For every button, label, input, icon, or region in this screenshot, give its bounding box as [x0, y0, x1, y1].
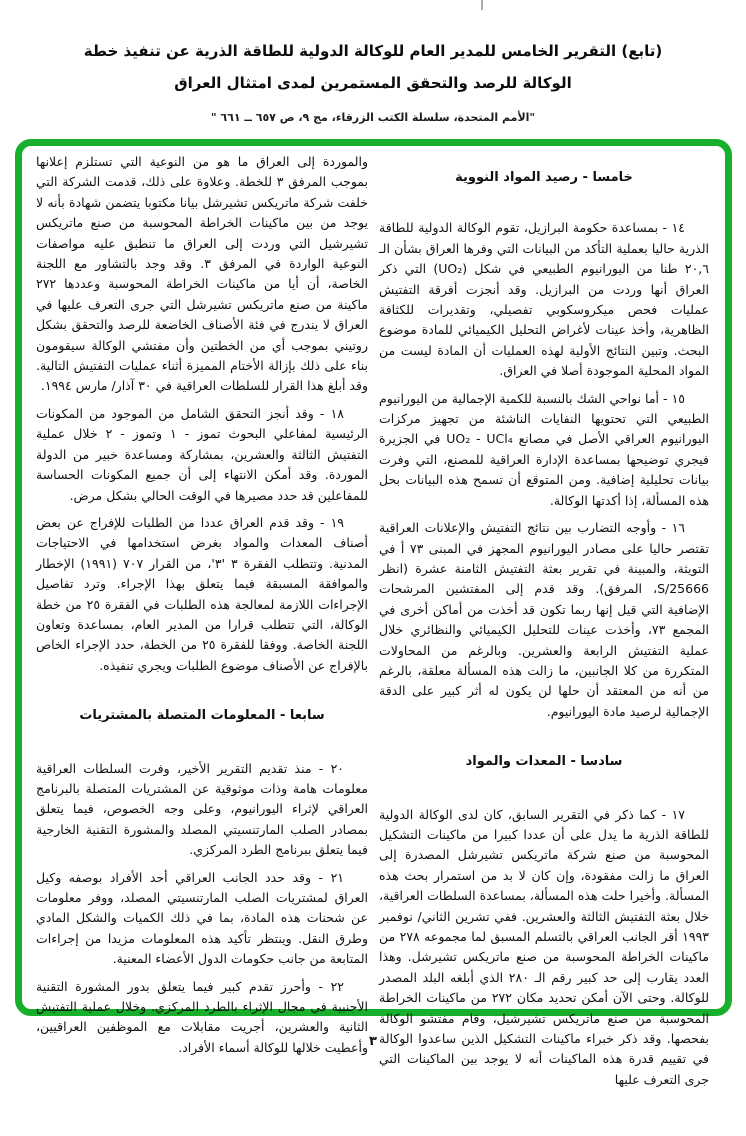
- content-frame: [15, 139, 732, 1087]
- page-number: ٣: [369, 1034, 377, 1049]
- document-source-citation: "الأمم المتحدة، سلسلة الكتب الزرقاء، مج ٩، ص ٦٥٧ ــ ٦٦١ ": [210, 111, 536, 124]
- document-title-line2: الوكالة للرصد والتحقق المستمرين لمدى امتثال العراق: [174, 74, 572, 92]
- paragraph-17-continuation: والموردة إلى العراق ما هو من النوعية التي تستلزم إعلانها بموجب المرفق ٣ للخطة. وعلاوة على ذلك، قدمت الشركة التي خلفت شركة ماتريكس تشيرشل بيانا مكتوبا يتضمن شهادة بأنه لا يوجد من بين ماكينات الخراطة المحوسبة من صنع ماتريكس تشيرشيل التي وردت إلى العراق ما تنطبق عليه مواصفات النوعية الواردة في المرفق ٣. وقد وجد بالتشاور مع اللجنة الخاصة، أن أيا من ماكينات الخراطة المحوسبة وعددها ٢٧٢ ماكينة من صنع ماتريكس تشيرشل التي جرى التعرف عليها في العراق لا يندرج في فئة الأصناف الخاضعة للرصد والتحقق بشكل روتيني بموجب أي من الخطتين وأن مفتشي الوكالة سيقومون بناء على ذلك بإزالة الأختام المميزة أثناء عمليات التفتيش التالية. وقد أبلغ هذا القرار للسلطات العراقية في ٣٠ آذار/ مارس ١٩٩٤.: [36, 154, 369, 394]
- document-title-line1: (تابع) التقرير الخامس للمدير العام للوكالة الدولية للطاقة الذرية عن تنفيذ خطة: [83, 42, 663, 60]
- column-left: [36, 152, 368, 1065]
- section-header-5-nuclear-material-balance: خامسا - رصيد المواد النووية: [455, 170, 633, 185]
- paragraph-19: ١٩ - وقد قدم العراق عددا من الطلبات للإفراج عن بعض أصناف المعدات والمواد بغرض استخدامها في الاحتياجات المدنية. وتتطلب الفقرة ٣ '٣'، من القرار ٧٠٧ (١٩٩١) الإخطار والموافقة المسبقة فيما يتعلق بهذا الإجراء. وترد تفاصيل الإجراءات اللازمة لمعالجة هذه الطلبات في الفقرة ٢٥ من خطة الوكالة، التي تتطلب قرارا من المدير العام، بمساعدة وتعاون اللجنة الخاصة. ووفقا للفقرة ٢٥ من الخطة، حدد الإجراء الخاص بالإفراج عن الأصناف موضوع الطلبات ويجري تنفيذه.: [36, 514, 369, 673]
- section-header-7-procurement-information: سابعا - المعلومات المتصلة بالمشتريات: [79, 708, 325, 724]
- section-header-6-equipment-and-materials: سادسا - المعدات والمواد: [465, 754, 623, 770]
- column-right: [379, 154, 709, 1097]
- document-header: [0, 44, 746, 124]
- paragraph-16: ١٦ - وأوجه التضارب بين نتائج التفتيش والإعلانات العراقية تقتصر حاليا على مصادر اليورانيوم المجهز في المبنى ٧٣ أ في التويثة، والمبينة في تقرير بعثة التفتيش الثامنة عشرة (انظر S/25666، المرفق). وقد قدم إلى المفتشين المرشحات الإضافية التي قيل إنها ربما تكون قد أخذت من أماكن أخرى في المجمع ٧٣، وأخذت عينات للتحليل الكيميائي والنظائري خلال عملية التفتيش الرابعة والعشرين. وبالرغم من المحاولات المتكررة من كلا الجانبين، ما زالت هذه المسألة معلقة، بالرغم من أنه من المعتقد أن حلها لن يكون له أثر كبير على الدقة الإجمالية لرصيد مادة اليورانيوم.: [379, 520, 709, 719]
- paragraph-20: ٢٠ - منذ تقديم التقرير الأخير، وفرت السلطات العراقية معلومات هامة وذات موثوقية عن المشتريات المتصلة بالبرنامج العراقي لإثراء اليورانيوم، وعلى وجه الخصوص، فيما يتعلق بمصادر الصلب المارتنسيتي المصلد والمشورة التقنية الخارجية فيما يتعلق ببرنامج الطرد المركزي.: [36, 760, 368, 858]
- paragraph-15: ١٥ - أما نواحي الشك بالنسبة للكمية الإجمالية من اليورانيوم الطبيعي التي تحتويها النفايات الناشئة من تجهيز مركزات اليورانيوم العراقي الأصل في مصانع UO₂ - UCl₄ في الجزيرة فيجري توضيحها بمساعدة الإدارة العراقية للمصنع، التي وفرت بيانات تحليلية إضافية. ومن المتوقع أن تسمح هذه البيانات بحل هذه المسألة، إذا أكدتها الوكالة.: [379, 390, 709, 508]
- scan-artifact: [481, 0, 483, 10]
- paragraph-17: ١٧ - كما ذكر في التقرير السابق، كان لدى الوكالة الدولية للطاقة الذرية ما يدل على أن عددا كبيرا من ماكينات التشكيل المحوسبة من صنع شركة ماتريكس تشيرشل المصدرة إلى العراق ما زالت مفقودة، وإن كان لا بد من استمرار بحث هذه المسألة. وأخيرا حلت هذه المسألة، بمساعدة السلطات العراقية، خلال بعثة التفتيش الثالثة والعشرين. ففي تشرين الثاني/ نوفمبر ١٩٩٣ أقر الجانب العراقي بالتسلم المسبق لما مجموعه ٢٧٨ من ماكينات الخراطة المحوسبة من صنع ماتريكس تشيرشل. وهذا العدد يقارب إلى حد كبير رقم الـ ٢٨٠ الذي أبلغه البلد المصدر للوكالة. وحتى الآن أمكن تحديد مكان ٢٧٢ من ماكينات الخراطة المحوسبة من صنع ماتريكس تشيرشيل، وقام مفتشو الوكالة بفحصها. وقد ذكر خبراء ماكينات التشكيل الذين ساعدوا الوكالة في تقييم قدرة هذه الماكينات أنه لا يوجد بين الماكينات التي جرى التعرف عليها: [379, 806, 710, 1087]
- paragraph-21: ٢١ - وقد حدد الجانب العراقي أحد الأفراد بوصفه وكيل العراق لمشتريات الصلب المارتنسيتي المصلد، ووفر معلومات عن شحنات هذه المادة، بما في ذلك الكميات والشكل المادي وطرق النقل. وينتظر تأكيد هذه المعلومات مزيدا من إجراءات المتابعة من جانب حكومات الدول الأعضاء المعنية.: [36, 869, 368, 967]
- paragraph-18: ١٨ - وقد أنجز التحقق الشامل من الموجود من المكونات الرئيسية لمفاعلي البحوث تموز - ١ وتموز - ٢ خلال عملية التفتيش الثالثة والعشرين، بمشاركة ومساعدة خبير من الدولة الموردة. وقد أمكن الانتهاء إلى أن جميع المكونات الحساسة للمفاعلين قد حدد مصيرها في الوقت الحالي بشكل مرض.: [36, 405, 368, 503]
- paragraph-22: ٢٢ - وأحرز تقدم كبير فيما يتعلق بدور المشورة التقنية الأجنبية في مجال الإثراء بالطرد المركزي. وخلال عملية التفتيش الثانية والعشرين، أجريت مقابلات مع الموظفين العراقيين، وأعطيت خلالها للوكالة أسماء الأفراد.: [36, 978, 368, 1055]
- paragraph-14: ١٤ - بمساعدة حكومة البرازيل، تقوم الوكالة الدولية للطاقة الذرية حاليا بعملية التأكد من البيانات التي وفرها العراق بشأن الـ ٢٠,٦ طنا من اليورانيوم الطبيعي في شكل (UO₂) التي ذكر العراق أنها وردت من البرازيل. وقد أنجزت أفرقة التفتيش عمليات فحص ميكروسكوبي تفصيلي، وتقديرات للكثافة الظاهرية، وأخذ عينات لأغراض التحليل الكيميائي للمادة موضوع البحث. وتبين النتائج الأولية لهذه العمليات أن المادة ليست من المواد المحلية الموجودة أصلا في العراق.: [379, 220, 709, 379]
